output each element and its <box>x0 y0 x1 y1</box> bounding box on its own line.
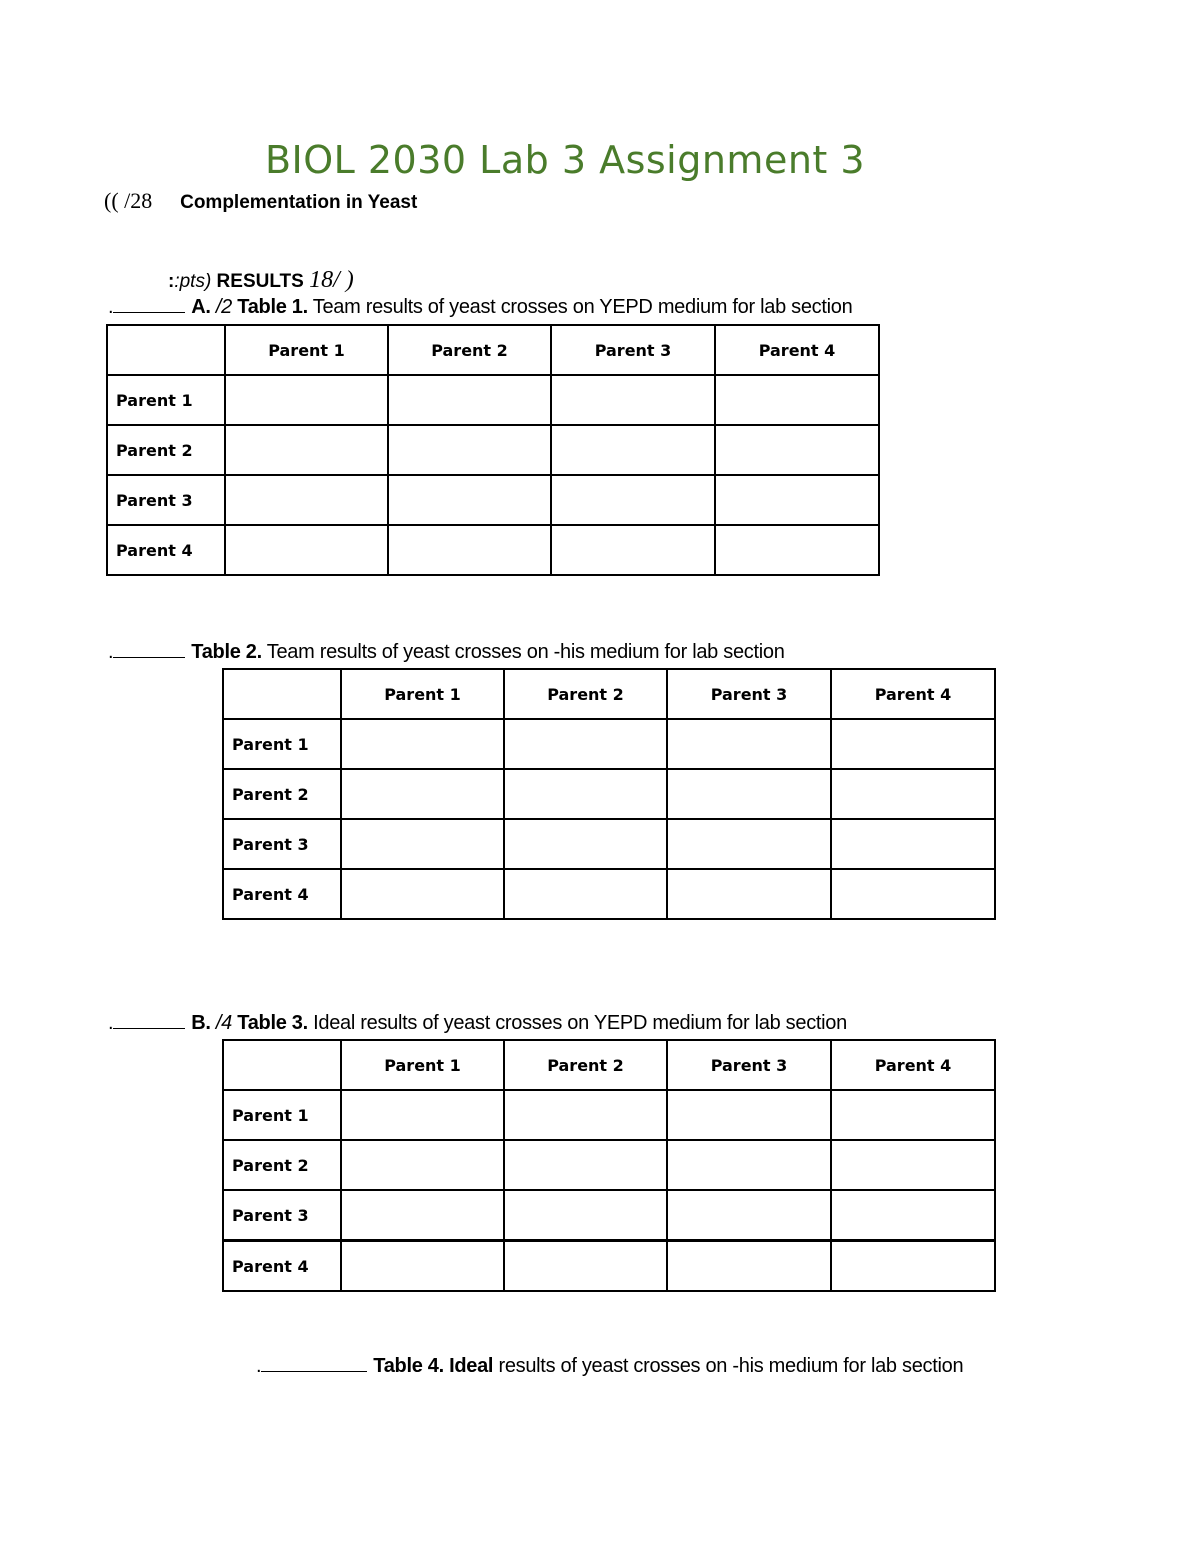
ideal-word: Ideal <box>443 1355 494 1377</box>
result-cell[interactable] <box>667 1090 831 1140</box>
corner-cell <box>107 325 225 375</box>
table-points: /4 <box>210 1012 233 1034</box>
section-marker: B. <box>191 1012 211 1034</box>
table-row <box>107 525 879 575</box>
result-cell[interactable] <box>831 769 995 819</box>
points-topic-line <box>104 188 417 214</box>
result-cell[interactable] <box>341 1241 504 1292</box>
result-cell[interactable] <box>341 719 504 769</box>
table-caption-text: results of yeast crosses on -his medium for lab section <box>493 1355 964 1377</box>
row-header: Parent 1 <box>223 1090 341 1140</box>
header-row <box>223 1040 995 1090</box>
blank-line <box>261 1355 367 1372</box>
table-label: Table 4. <box>373 1355 444 1377</box>
column-header: Parent 4 <box>715 325 879 375</box>
table-3-caption <box>108 1012 847 1035</box>
table-label: Table 1. <box>232 296 308 318</box>
result-cell[interactable] <box>504 1190 667 1241</box>
dot: . <box>256 1355 262 1377</box>
document-title: BIOL 2030 Lab 3 Assignment 3 <box>264 138 866 182</box>
table-row <box>107 375 879 425</box>
result-cell[interactable] <box>831 1140 995 1190</box>
result-cell[interactable] <box>504 1090 667 1140</box>
result-cell[interactable] <box>667 1190 831 1241</box>
column-header: Parent 4 <box>831 669 995 719</box>
result-cell[interactable] <box>667 819 831 869</box>
dot: . <box>108 1012 114 1034</box>
result-cell[interactable] <box>715 525 879 575</box>
table-points: /2 <box>210 296 233 318</box>
table-row <box>107 475 879 525</box>
result-cell[interactable] <box>831 719 995 769</box>
result-cell[interactable] <box>831 869 995 919</box>
result-cell[interactable] <box>504 1241 667 1292</box>
row-header: Parent 4 <box>107 525 225 575</box>
results-score: 18/ ) <box>309 267 354 293</box>
table-label: Table 3. <box>232 1012 308 1034</box>
row-header: Parent 3 <box>223 1190 341 1241</box>
blank-line <box>113 1012 185 1029</box>
row-header: Parent 2 <box>223 1140 341 1190</box>
section-marker: A. <box>191 296 211 318</box>
header-row <box>223 669 995 719</box>
table-caption-text: Team results of yeast crosses on YEPD medium for lab section <box>307 296 853 318</box>
result-cell[interactable] <box>551 525 715 575</box>
table-1-caption <box>108 296 852 319</box>
table-row <box>223 1090 995 1140</box>
column-header: Parent 2 <box>388 325 551 375</box>
table-row <box>223 769 995 819</box>
table-row <box>107 425 879 475</box>
result-cell[interactable] <box>225 425 388 475</box>
result-cell[interactable] <box>341 1190 504 1241</box>
table-2 <box>222 668 996 920</box>
header-row <box>107 325 879 375</box>
table-2-caption <box>108 641 785 664</box>
corner-cell <box>223 669 341 719</box>
result-cell[interactable] <box>504 719 667 769</box>
result-cell[interactable] <box>341 1140 504 1190</box>
result-cell[interactable] <box>341 869 504 919</box>
column-header: Parent 1 <box>341 1040 504 1090</box>
column-header: Parent 1 <box>225 325 388 375</box>
table-row <box>223 1140 995 1190</box>
column-header: Parent 2 <box>504 1040 667 1090</box>
result-cell[interactable] <box>831 1241 995 1292</box>
result-cell[interactable] <box>551 475 715 525</box>
column-header: Parent 3 <box>667 1040 831 1090</box>
table-caption-text: Team results of yeast crosses on -his medium for lab section <box>261 641 785 663</box>
result-cell[interactable] <box>341 1090 504 1140</box>
result-cell[interactable] <box>551 425 715 475</box>
table-label: Table 2. <box>191 641 262 663</box>
row-header: Parent 1 <box>223 719 341 769</box>
result-cell[interactable] <box>715 475 879 525</box>
blank-line <box>113 296 185 313</box>
result-cell[interactable] <box>225 525 388 575</box>
row-header: Parent 4 <box>223 1241 341 1292</box>
row-header: Parent 3 <box>107 475 225 525</box>
dot: . <box>108 641 114 663</box>
result-cell[interactable] <box>341 769 504 819</box>
table-row <box>223 1241 995 1292</box>
results-label: RESULTS <box>211 271 310 292</box>
result-cell[interactable] <box>831 819 995 869</box>
row-header: Parent 2 <box>223 769 341 819</box>
result-cell[interactable] <box>225 475 388 525</box>
column-header: Parent 2 <box>504 669 667 719</box>
table-row <box>223 819 995 869</box>
blank-line <box>113 641 185 658</box>
table-row <box>223 869 995 919</box>
result-cell[interactable] <box>341 819 504 869</box>
column-header: Parent 4 <box>831 1040 995 1090</box>
column-header: Parent 1 <box>341 669 504 719</box>
result-cell[interactable] <box>667 719 831 769</box>
result-cell[interactable] <box>551 375 715 425</box>
result-cell[interactable] <box>388 375 551 425</box>
result-cell[interactable] <box>667 769 831 819</box>
result-cell[interactable] <box>388 525 551 575</box>
result-cell[interactable] <box>225 375 388 425</box>
row-header: Parent 4 <box>223 869 341 919</box>
dot: . <box>108 296 114 318</box>
corner-cell <box>223 1040 341 1090</box>
result-cell[interactable] <box>504 869 667 919</box>
result-cell[interactable] <box>831 1090 995 1140</box>
result-cell[interactable] <box>667 869 831 919</box>
table-3 <box>222 1039 996 1292</box>
result-cell[interactable] <box>715 375 879 425</box>
result-cell[interactable] <box>667 1241 831 1292</box>
table-1 <box>106 324 880 576</box>
pts-colon: : <box>168 271 175 292</box>
table-4-caption <box>256 1355 963 1378</box>
topic-title: Complementation in Yeast <box>180 192 418 213</box>
results-line <box>168 267 354 294</box>
result-cell[interactable] <box>504 819 667 869</box>
table-caption-text: Ideal results of yeast crosses on YEPD medium for lab section <box>307 1012 847 1034</box>
result-cell[interactable] <box>831 1190 995 1241</box>
result-cell[interactable] <box>667 1140 831 1190</box>
result-cell[interactable] <box>388 425 551 475</box>
result-cell[interactable] <box>715 425 879 475</box>
result-cell[interactable] <box>388 475 551 525</box>
row-header: Parent 1 <box>107 375 225 425</box>
result-cell[interactable] <box>504 1140 667 1190</box>
row-header: Parent 3 <box>223 819 341 869</box>
column-header: Parent 3 <box>551 325 715 375</box>
table-row <box>223 719 995 769</box>
pts-label: :pts) <box>174 271 212 292</box>
result-cell[interactable] <box>504 769 667 819</box>
total-points: (( /28 <box>104 188 153 213</box>
column-header: Parent 3 <box>667 669 831 719</box>
row-header: Parent 2 <box>107 425 225 475</box>
table-row <box>223 1190 995 1241</box>
